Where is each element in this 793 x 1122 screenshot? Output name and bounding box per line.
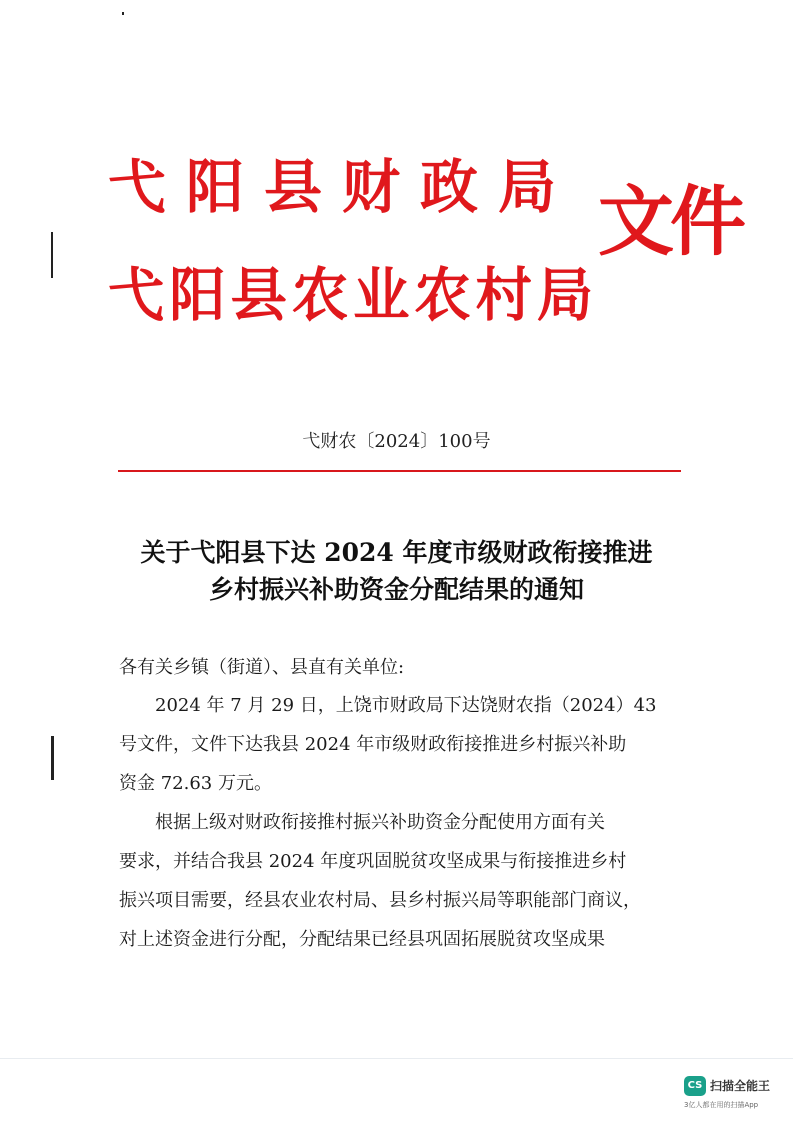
- document-title-line-2: 乡村振兴补助资金分配结果的通知: [208, 575, 584, 604]
- paragraph-line: 振兴项目需要，经县农业农村局、县乡村振兴局等职能部门商议，: [119, 890, 641, 911]
- salutation: [119, 648, 679, 687]
- paragraph-line: 号文件，文件下达我县 2024 年市级财政衔接推进乡村振兴补助: [119, 734, 627, 755]
- salutation-text: 各有关乡镇（街道）、县直有关单位:: [119, 657, 405, 678]
- paragraph-line: 要求，并结合我县 2024 年度巩固脱贫攻坚成果与衔接推进乡村: [119, 851, 627, 872]
- scan-mark-left-upper: [51, 232, 53, 278]
- paragraph-2: [119, 803, 679, 959]
- watermark-app-name: 扫描全能王: [710, 1079, 771, 1093]
- watermark-tagline: 3亿人都在用的扫描App: [684, 1101, 759, 1109]
- paragraph-line: 2024 年 7 月 29 日，上饶市财政局下达饶财农指（2024）43: [119, 695, 657, 716]
- scan-mark-left-lower: [51, 736, 54, 780]
- issuing-org-line-2: 弋阳县农业农村局: [108, 261, 599, 329]
- watermark-divider: [0, 1058, 793, 1059]
- scan-mark-top: [122, 12, 124, 15]
- red-separator-line: [118, 470, 681, 472]
- document-number: 弋财农〔2024〕100号: [302, 431, 491, 452]
- paragraph-line: 资金 72.63 万元。: [119, 773, 272, 794]
- paragraph-line: 根据上级对财政衔接推村振兴补助资金分配使用方面有关: [119, 812, 605, 833]
- paragraph-line: 对上述资金进行分配，分配结果已经县巩固拓展脱贫攻坚成果: [119, 929, 605, 950]
- issuing-org-line-1: 弋阳县财政局: [108, 153, 577, 221]
- document-title-line-1: 关于弋阳县下达 2024 年度市级财政衔接推进: [140, 538, 653, 567]
- document-label: 文件: [598, 177, 742, 266]
- camscanner-logo-icon: CS: [684, 1076, 706, 1096]
- paragraph-1: [119, 686, 679, 803]
